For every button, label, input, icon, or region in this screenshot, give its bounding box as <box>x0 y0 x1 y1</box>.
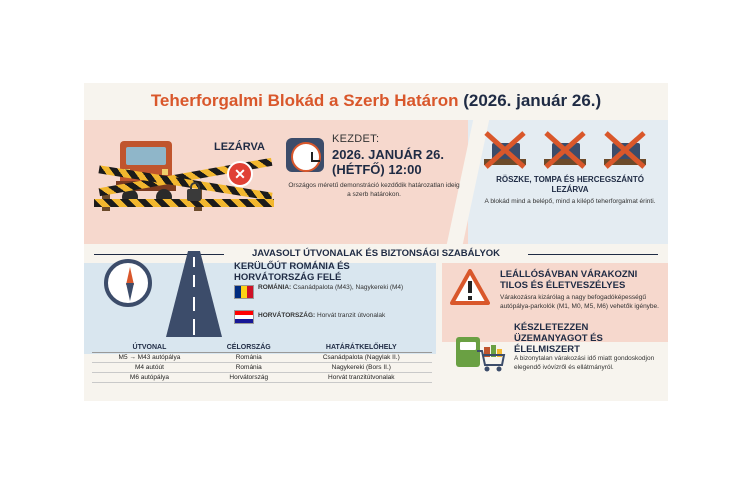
romania-route <box>258 284 408 293</box>
parking-title: LEÁLLÓSÁVBAN VÁRAKOZNI TILOS ÉS ÉLETVESZÉLYES <box>500 269 638 291</box>
road-icon <box>166 251 222 337</box>
table-cell: Csanádpalota (Nagylak II.) <box>291 353 432 363</box>
column-header: CÉLORSZÁG <box>207 343 291 353</box>
croatia-text: Horvát tranzit útvonalak <box>317 312 386 319</box>
table-cell: Horvátország <box>207 373 291 383</box>
romania-text: Csanádpalota (M43), Nagykereki (M4) <box>293 284 404 291</box>
table-cell: M5 → M43 autópálya <box>92 353 207 363</box>
croatia-label: HORVÁTORSZÁG: <box>258 312 316 319</box>
barrier-tape <box>94 199 274 207</box>
closed-borders-title: RÖSZKE, TOMPA ÉS HERCEGSZÁNTÓ LEZÁRVA <box>496 175 644 194</box>
x-badge-icon: ✕ <box>227 161 253 187</box>
table-cell: M4 autóút <box>92 363 207 373</box>
table-cell: M6 autópálya <box>92 373 207 383</box>
table-cell: Románia <box>207 353 291 363</box>
table-cell: Románia <box>207 363 291 373</box>
table-row <box>92 373 432 383</box>
parking-description: Várakozásra kizárólag a nagy befogadóképességű autópálya-parkolók (M1, M0, M5, M6) vehetők igénybe. <box>500 294 659 310</box>
romania-label: ROMÁNIA: <box>258 284 292 291</box>
infographic-card <box>84 83 668 401</box>
start-label: KEZDET: <box>332 133 380 145</box>
closed-borders-description: A blokád mind a belépő, mind a kilépő teherforgalmat érinti. <box>484 198 656 205</box>
table-row <box>92 353 432 363</box>
supplies-title: KÉSZLETEZZEN ÜZEMANYAGOT ÉS ÉLELMISZERT <box>514 322 603 355</box>
section-heading: JAVASOLT ÚTVONALAK ÉS BIZTONSÁGI SZABÁLYOK <box>251 248 501 259</box>
table-cell: Nagykereki (Bors II.) <box>291 363 432 373</box>
shopping-cart-icon <box>476 345 506 373</box>
flag-romania-icon <box>234 285 254 299</box>
padlock-icon <box>187 189 201 201</box>
title-main: Teherforgalmi Blokád a Szerb Határon <box>150 91 459 110</box>
column-header: ÚTVONAL <box>92 343 207 353</box>
closed-badge-label: LEZÁRVA <box>214 141 265 153</box>
warning-icon <box>450 269 490 305</box>
compass-icon <box>104 259 152 307</box>
table-cell: Horvát tranzitútvonalak <box>291 373 432 383</box>
flag-croatia-icon <box>234 310 254 324</box>
title-date: (2026. január 26.) <box>463 91 602 110</box>
crossed-truck-icon <box>604 133 646 167</box>
start-date: 2026. JANUÁR 26. (HÉTFŐ) 12:00 <box>332 147 444 177</box>
crossed-truck-icon <box>544 133 586 167</box>
clock-icon <box>286 138 324 172</box>
column-header: HATÁRÁTKELŐHELY <box>291 343 432 353</box>
crossed-trucks <box>480 129 660 169</box>
crossed-truck-icon <box>484 133 526 167</box>
table-row <box>92 363 432 373</box>
route-table <box>92 343 432 383</box>
supplies-description: A bizonytalan várakozási idő miatt gondoskodjon elegendő ivóvízről és ellátmányról. <box>514 355 655 371</box>
table-header-row <box>92 343 432 353</box>
closure-description: Országos méretű demonstráció kezdődik határozatlan ideig a szerb határokon. <box>288 182 460 198</box>
croatia-route <box>258 312 428 321</box>
detour-title: KERÜLŐÚT ROMÁNIA ÉS HORVÁTORSZÁG FELÉ <box>234 261 350 283</box>
page-title <box>84 91 668 111</box>
